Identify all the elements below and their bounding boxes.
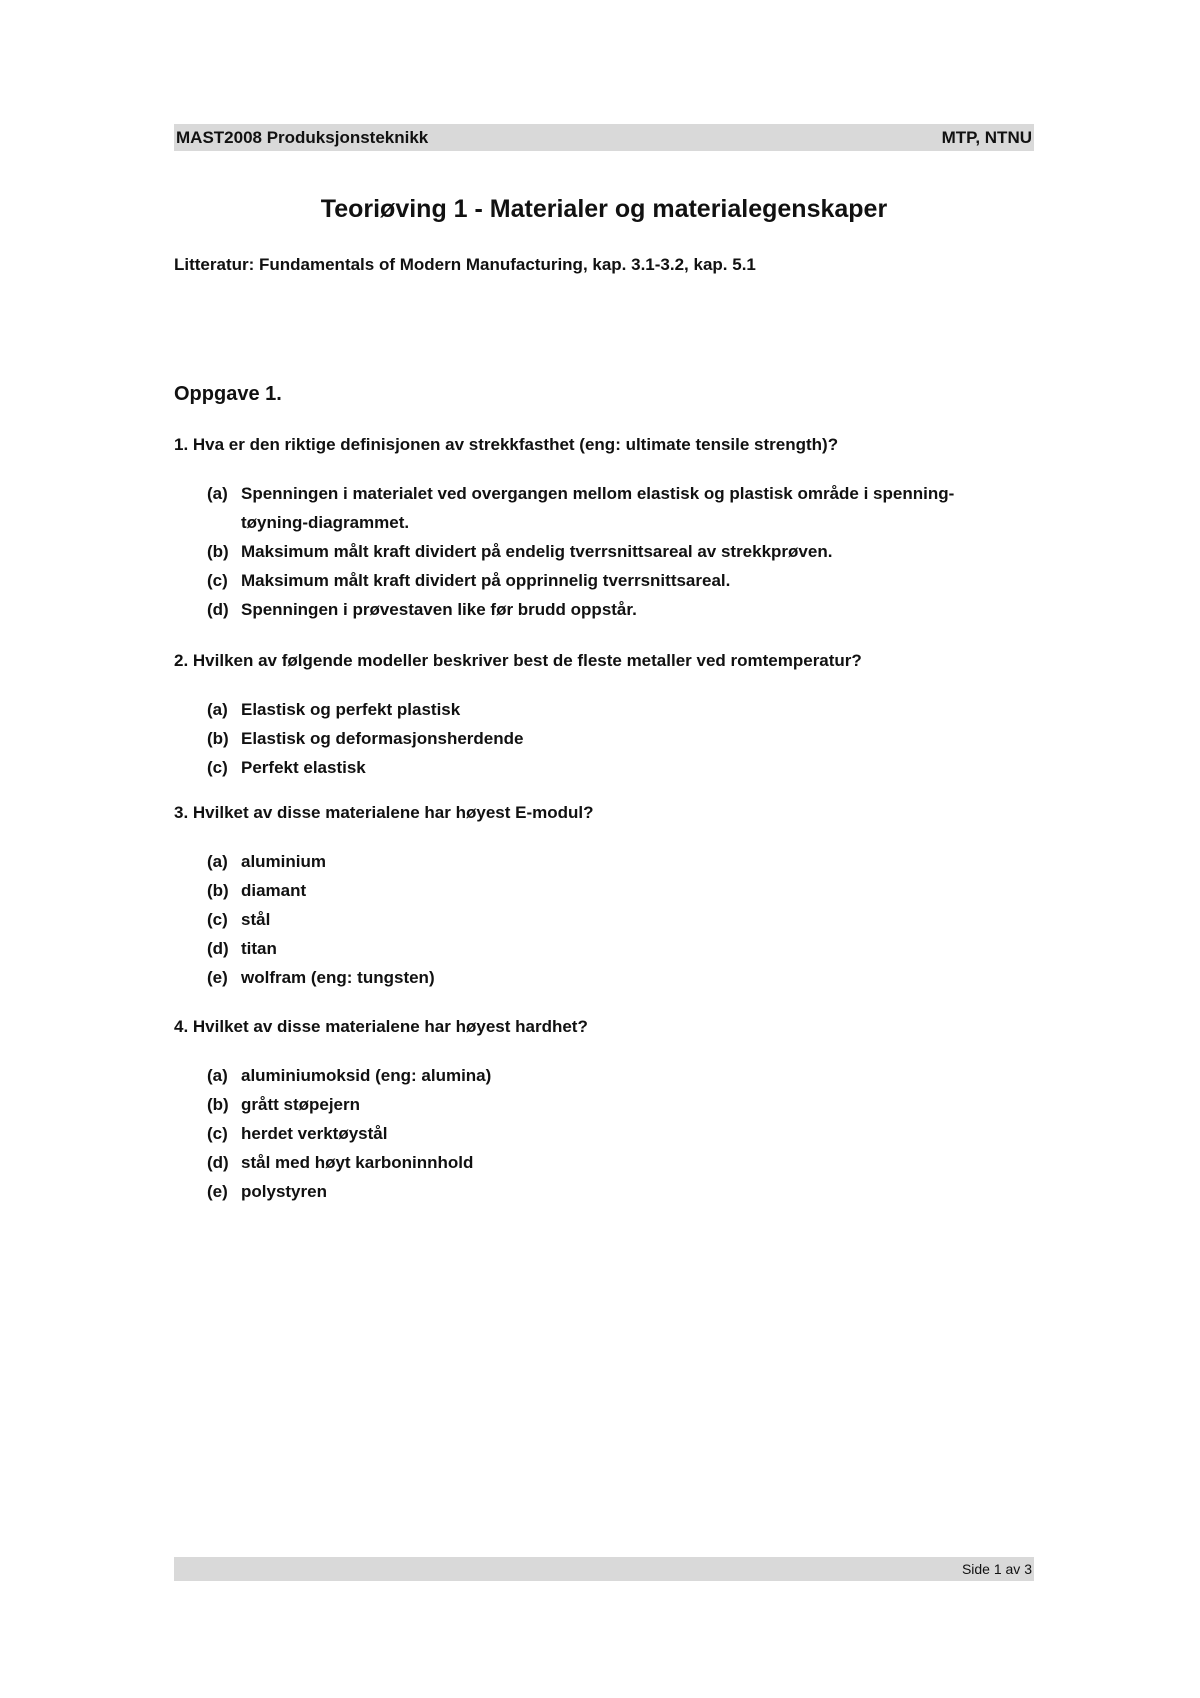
question-3 (174, 802, 1034, 992)
option-text: Maksimum målt kraft dividert på endelig tverrsnittsareal av strekkprøven. (241, 542, 833, 561)
option-text: titan (241, 939, 277, 958)
option-text: stål med høyt karboninnhold (241, 1153, 474, 1172)
option-text: Perfekt elastisk (241, 758, 366, 777)
option-item (174, 1061, 1034, 1090)
question-2 (174, 650, 1034, 782)
question-text: 2. Hvilken av følgende modeller beskriver best de fleste metaller ved romtemperatur? (174, 651, 862, 670)
question-text: 4. Hvilket av disse materialene har høyest hardhet? (174, 1017, 588, 1036)
option-letter: (b) (207, 542, 229, 561)
option-letter: (e) (207, 968, 228, 987)
option-list (174, 695, 1034, 782)
option-text: Spenningen i materialet ved overgangen mellom elastisk og plastisk område i spenning-tøyning-diagrammet. (241, 484, 955, 532)
literature-reference: Litteratur: Fundamentals of Modern Manufacturing, kap. 3.1-3.2, kap. 5.1 (174, 255, 756, 274)
option-letter: (a) (207, 700, 228, 719)
option-item (174, 847, 1034, 876)
option-item (174, 566, 1034, 595)
option-item (174, 537, 1034, 566)
option-letter: (a) (207, 1066, 228, 1085)
option-letter: (b) (207, 881, 229, 900)
option-text: Elastisk og perfekt plastisk (241, 700, 461, 719)
option-text: aluminium (241, 852, 327, 871)
option-item (174, 1177, 1034, 1206)
option-letter: (e) (207, 1182, 228, 1201)
option-item (174, 876, 1034, 905)
option-text: wolfram (eng: tungsten) (241, 968, 435, 987)
option-letter: (b) (207, 729, 229, 748)
question-text: 1. Hva er den riktige definisjonen av strekkfasthet (eng: ultimate tensile strength)? (174, 435, 839, 454)
course-name: MAST2008 Produksjonsteknikk (176, 127, 429, 147)
option-text: grått støpejern (241, 1095, 361, 1114)
option-item (174, 934, 1034, 963)
option-letter: (c) (207, 758, 228, 777)
page-footer (174, 1557, 1034, 1581)
option-letter: (a) (207, 852, 228, 871)
question-1 (174, 434, 1034, 624)
option-text: polystyren (241, 1182, 327, 1201)
option-item (174, 479, 1034, 537)
option-item (174, 1090, 1034, 1119)
option-letter: (b) (207, 1095, 229, 1114)
option-text: Elastisk og deformasjonsherdende (241, 729, 524, 748)
institution: MTP, NTNU (941, 127, 1032, 147)
option-text: Spenningen i prøvestaven like før brudd oppstår. (241, 600, 637, 619)
option-letter: (c) (207, 910, 228, 929)
question-4 (174, 1016, 1034, 1206)
option-list (174, 1061, 1034, 1206)
option-text: herdet verktøystål (241, 1124, 388, 1143)
page-number: Side 1 av 3 (961, 1561, 1032, 1577)
option-letter: (d) (207, 1153, 229, 1172)
option-list (174, 479, 1034, 624)
question-text: 3. Hvilket av disse materialene har høyest E-modul? (174, 803, 594, 822)
option-letter: (c) (207, 1124, 228, 1143)
page-header (174, 124, 1034, 151)
option-item (174, 595, 1034, 624)
option-text: Maksimum målt kraft dividert på opprinnelig tverrsnittsareal. (241, 571, 731, 590)
option-item (174, 1148, 1034, 1177)
option-item (174, 963, 1034, 992)
option-letter: (a) (207, 484, 228, 503)
option-text: stål (241, 910, 271, 929)
option-item (174, 753, 1034, 782)
option-text: diamant (241, 881, 307, 900)
option-item (174, 724, 1034, 753)
option-letter: (d) (207, 600, 229, 619)
document-title: Teoriøving 1 - Materialer og materialegenskaper (320, 195, 888, 223)
option-text: aluminiumoksid (eng: alumina) (241, 1066, 492, 1085)
option-letter: (d) (207, 939, 229, 958)
option-item (174, 695, 1034, 724)
option-item (174, 1119, 1034, 1148)
option-item (174, 905, 1034, 934)
option-letter: (c) (207, 571, 228, 590)
option-list (174, 847, 1034, 992)
section-heading: Oppgave 1. (174, 383, 282, 405)
